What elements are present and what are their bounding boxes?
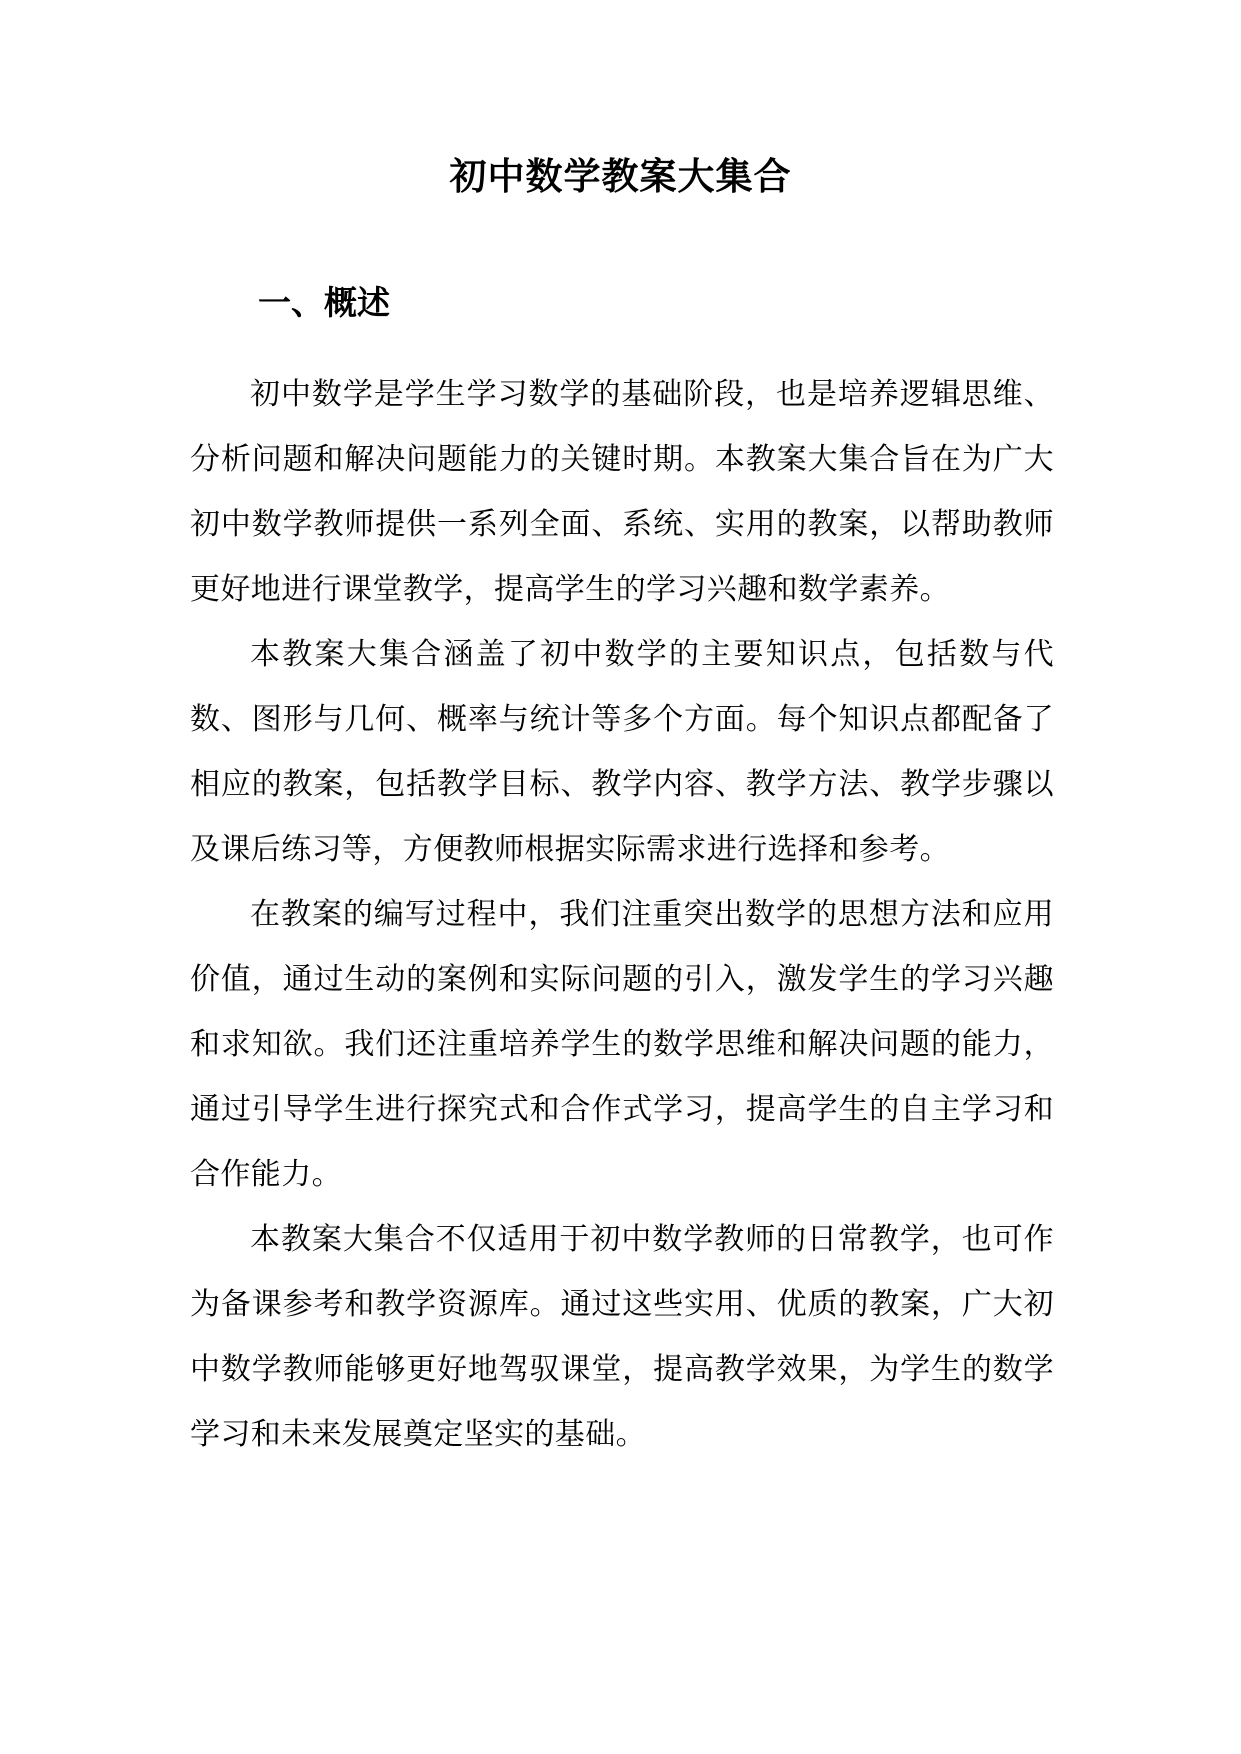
section-heading-overview: 一、概述 (258, 283, 390, 322)
paragraph-2: 本教案大集合涵盖了初中数学的主要知识点，包括数与代数、图形与几何、概率与统计等多个方面。每个知识点都配备了相应的教案，包括教学目标、教学内容、教学方法、教学步骤以及课后练习等，方便教师根据实际需求进行选择和参考。 (190, 637, 1054, 867)
section-body-overview (190, 362, 1054, 1467)
document-title: 初中数学教案大集合 (449, 154, 792, 198)
paragraph-4: 本教案大集合不仅适用于初中数学教师的日常教学，也可作为备课参考和教学资源库。通过这些实用、优质的教案，广大初中数学教师能够更好地驾驭课堂，提高教学效果，为学生的数学学习和未来发展奠定坚实的基础。 (190, 1222, 1054, 1452)
paragraph-1: 初中数学是学生学习数学的基础阶段，也是培养逻辑思维、分析问题和解决问题能力的关键时期。本教案大集合旨在为广大初中数学教师提供一系列全面、系统、实用的教案，以帮助教师更好地进行课堂教学，提高学生的学习兴趣和数学素养。 (190, 377, 1054, 607)
paragraph-3: 在教案的编写过程中，我们注重突出数学的思想方法和应用价值，通过生动的案例和实际问题的引入，激发学生的学习兴趣和求知欲。我们还注重培养学生的数学思维和解决问题的能力，通过引导学生进行探究式和合作式学习，提高学生的自主学习和合作能力。 (190, 897, 1054, 1192)
